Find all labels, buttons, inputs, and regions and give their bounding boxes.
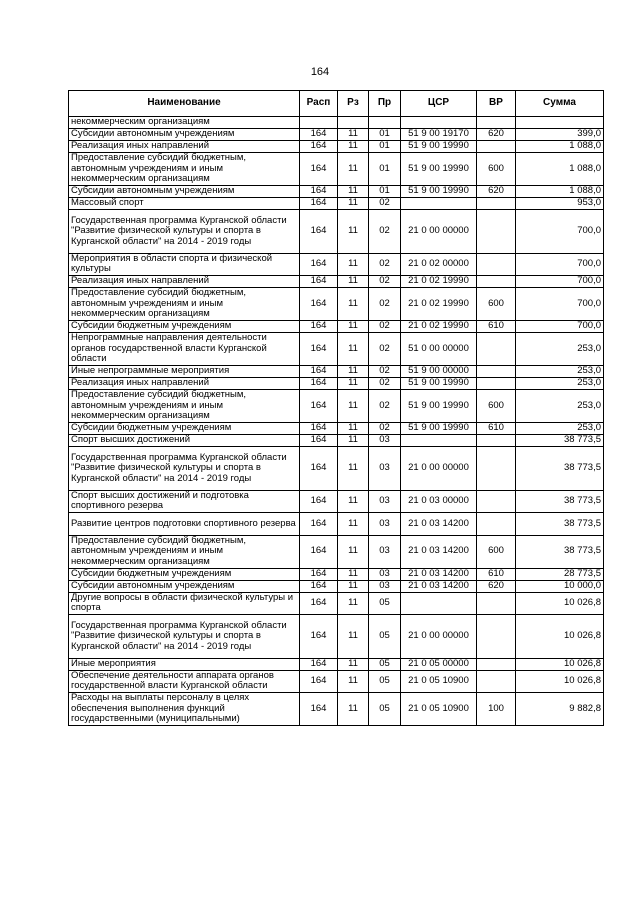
cell-rasp: 164 — [300, 210, 338, 254]
cell-name: Другие вопросы в области физической культуры и спорта — [69, 592, 300, 615]
cell-rasp: 164 — [300, 658, 338, 670]
cell-pr: 03 — [369, 568, 401, 580]
cell-rz: 11 — [338, 670, 369, 693]
table-row — [69, 378, 604, 390]
page-number: 164 — [310, 66, 330, 78]
header-sum: Сумма — [516, 91, 604, 117]
header-vr: ВР — [477, 91, 516, 117]
table-row — [69, 615, 604, 659]
table-row — [69, 288, 604, 321]
cell-csr: 21 0 05 00000 — [401, 658, 477, 670]
cell-sum: 253,0 — [516, 333, 604, 366]
table-row — [69, 658, 604, 670]
table-row — [69, 210, 604, 254]
cell-rz: 11 — [338, 447, 369, 491]
cell-rz: 11 — [338, 490, 369, 513]
table-row — [69, 535, 604, 568]
cell-sum: 10 026,8 — [516, 670, 604, 693]
cell-csr: 21 0 03 14200 — [401, 535, 477, 568]
cell-name: Массовый спорт — [69, 198, 300, 210]
cell-rz: 11 — [338, 423, 369, 435]
cell-pr: 03 — [369, 490, 401, 513]
table-row — [69, 580, 604, 592]
cell-sum: 38 773,5 — [516, 535, 604, 568]
cell-vr: 620 — [477, 186, 516, 198]
cell-sum: 1 088,0 — [516, 153, 604, 186]
cell-csr — [401, 117, 477, 129]
cell-vr — [477, 490, 516, 513]
cell-pr: 02 — [369, 390, 401, 423]
cell-rasp: 164 — [300, 378, 338, 390]
cell-name: Субсидии бюджетным учреждениям — [69, 321, 300, 333]
cell-rasp: 164 — [300, 447, 338, 491]
cell-rasp: 164 — [300, 366, 338, 378]
cell-name: Государственная программа Курганской области "Развитие физической культуры и спорта в Курганской области" на 2014 - 2019 годы — [69, 447, 300, 491]
table-body — [69, 117, 604, 726]
table-row — [69, 513, 604, 536]
cell-sum: 1 088,0 — [516, 141, 604, 153]
cell-name: Предоставление субсидий бюджетным, автономным учреждениям и иным некоммерческим организациям — [69, 153, 300, 186]
cell-rasp: 164 — [300, 276, 338, 288]
cell-pr: 02 — [369, 333, 401, 366]
cell-rasp: 164 — [300, 198, 338, 210]
cell-pr: 05 — [369, 658, 401, 670]
table-row — [69, 117, 604, 129]
table-row — [69, 186, 604, 198]
cell-vr — [477, 658, 516, 670]
cell-rz: 11 — [338, 276, 369, 288]
cell-csr: 21 0 02 19990 — [401, 288, 477, 321]
cell-csr: 51 9 00 19990 — [401, 378, 477, 390]
cell-vr: 610 — [477, 321, 516, 333]
cell-sum: 700,0 — [516, 253, 604, 276]
cell-sum: 38 773,5 — [516, 447, 604, 491]
table-row — [69, 153, 604, 186]
cell-rz: 11 — [338, 535, 369, 568]
cell-csr: 21 0 05 10900 — [401, 670, 477, 693]
cell-csr: 51 9 00 19990 — [401, 141, 477, 153]
cell-pr: 02 — [369, 198, 401, 210]
cell-rasp: 164 — [300, 129, 338, 141]
cell-pr: 02 — [369, 366, 401, 378]
cell-csr: 21 0 02 19990 — [401, 276, 477, 288]
cell-vr — [477, 378, 516, 390]
cell-csr: 21 0 05 10900 — [401, 693, 477, 726]
cell-rasp — [300, 117, 338, 129]
cell-csr: 21 0 00 00000 — [401, 447, 477, 491]
cell-vr: 620 — [477, 580, 516, 592]
cell-pr: 03 — [369, 435, 401, 447]
cell-pr: 03 — [369, 447, 401, 491]
cell-pr: 02 — [369, 378, 401, 390]
cell-name: Расходы на выплаты персоналу в целях обеспечения выполнения функций государственными (муниципальными) — [69, 693, 300, 726]
cell-sum: 399,0 — [516, 129, 604, 141]
table-row — [69, 141, 604, 153]
cell-vr — [477, 333, 516, 366]
cell-rz: 11 — [338, 435, 369, 447]
table-row — [69, 321, 604, 333]
cell-vr: 610 — [477, 568, 516, 580]
cell-sum: 700,0 — [516, 210, 604, 254]
cell-rasp: 164 — [300, 580, 338, 592]
cell-vr — [477, 141, 516, 153]
cell-csr: 21 0 00 00000 — [401, 615, 477, 659]
cell-pr: 05 — [369, 615, 401, 659]
cell-pr: 02 — [369, 276, 401, 288]
cell-pr: 02 — [369, 253, 401, 276]
cell-sum: 700,0 — [516, 276, 604, 288]
cell-rasp: 164 — [300, 513, 338, 536]
cell-sum — [516, 117, 604, 129]
cell-rz: 11 — [338, 210, 369, 254]
cell-name: Предоставление субсидий бюджетным, автономным учреждениям и иным некоммерческим организациям — [69, 390, 300, 423]
cell-name: Развитие центров подготовки спортивного резерва — [69, 513, 300, 536]
cell-rasp: 164 — [300, 435, 338, 447]
header-csr: ЦСР — [401, 91, 477, 117]
cell-name: Субсидии автономным учреждениям — [69, 186, 300, 198]
cell-sum: 10 000,0 — [516, 580, 604, 592]
table-row — [69, 333, 604, 366]
cell-name: Реализация иных направлений — [69, 141, 300, 153]
cell-rz: 11 — [338, 378, 369, 390]
cell-vr — [477, 513, 516, 536]
cell-rz: 11 — [338, 568, 369, 580]
cell-csr — [401, 435, 477, 447]
cell-csr: 21 0 03 14200 — [401, 580, 477, 592]
cell-rasp: 164 — [300, 592, 338, 615]
cell-csr: 21 0 03 00000 — [401, 490, 477, 513]
cell-vr — [477, 435, 516, 447]
cell-pr: 05 — [369, 592, 401, 615]
cell-vr — [477, 615, 516, 659]
cell-rz: 11 — [338, 253, 369, 276]
cell-pr: 02 — [369, 321, 401, 333]
cell-csr: 21 0 00 00000 — [401, 210, 477, 254]
cell-vr — [477, 670, 516, 693]
cell-rz: 11 — [338, 141, 369, 153]
cell-rz — [338, 117, 369, 129]
cell-rz: 11 — [338, 153, 369, 186]
cell-sum: 38 773,5 — [516, 513, 604, 536]
table-row — [69, 592, 604, 615]
table-row — [69, 423, 604, 435]
cell-pr: 01 — [369, 141, 401, 153]
cell-rz: 11 — [338, 658, 369, 670]
cell-csr — [401, 592, 477, 615]
header-name: Наименование — [69, 91, 300, 117]
cell-name: Обеспечение деятельности аппарата органов государственной власти Курганской области — [69, 670, 300, 693]
header-rz: Рз — [338, 91, 369, 117]
cell-name: Предоставление субсидий бюджетным, автономным учреждениям и иным некоммерческим организациям — [69, 288, 300, 321]
cell-rasp: 164 — [300, 568, 338, 580]
cell-vr: 600 — [477, 535, 516, 568]
cell-sum: 1 088,0 — [516, 186, 604, 198]
cell-rasp: 164 — [300, 321, 338, 333]
cell-rasp: 164 — [300, 288, 338, 321]
cell-sum: 28 773,5 — [516, 568, 604, 580]
cell-pr: 02 — [369, 423, 401, 435]
cell-rz: 11 — [338, 366, 369, 378]
cell-rz: 11 — [338, 580, 369, 592]
table-row — [69, 490, 604, 513]
cell-vr — [477, 198, 516, 210]
cell-vr — [477, 276, 516, 288]
table-header-row — [69, 91, 604, 117]
table-row — [69, 670, 604, 693]
cell-csr: 51 9 00 19990 — [401, 423, 477, 435]
cell-sum: 253,0 — [516, 378, 604, 390]
cell-rz: 11 — [338, 186, 369, 198]
cell-sum: 700,0 — [516, 288, 604, 321]
cell-name: Непрограммные направления деятельности органов государственной власти Курганской области — [69, 333, 300, 366]
cell-csr: 51 9 00 19990 — [401, 390, 477, 423]
cell-name: Предоставление субсидий бюджетным, автономным учреждениям и иным некоммерческим организациям — [69, 535, 300, 568]
cell-csr: 21 0 03 14200 — [401, 513, 477, 536]
header-pr: Пр — [369, 91, 401, 117]
cell-pr — [369, 117, 401, 129]
cell-sum: 38 773,5 — [516, 435, 604, 447]
cell-sum: 10 026,8 — [516, 658, 604, 670]
cell-rasp: 164 — [300, 333, 338, 366]
cell-sum: 253,0 — [516, 390, 604, 423]
cell-rz: 11 — [338, 693, 369, 726]
cell-rasp: 164 — [300, 253, 338, 276]
cell-vr — [477, 366, 516, 378]
table-row — [69, 693, 604, 726]
cell-name: Мероприятия в области спорта и физической культуры — [69, 253, 300, 276]
cell-sum: 38 773,5 — [516, 490, 604, 513]
cell-rz: 11 — [338, 390, 369, 423]
cell-name: Субсидии бюджетным учреждениям — [69, 568, 300, 580]
cell-name: некоммерческим организациям — [69, 117, 300, 129]
cell-csr: 21 0 03 14200 — [401, 568, 477, 580]
cell-name: Спорт высших достижений — [69, 435, 300, 447]
cell-csr — [401, 198, 477, 210]
cell-pr: 05 — [369, 670, 401, 693]
table-row — [69, 198, 604, 210]
cell-vr: 100 — [477, 693, 516, 726]
table-row — [69, 253, 604, 276]
cell-sum: 253,0 — [516, 423, 604, 435]
cell-pr: 03 — [369, 535, 401, 568]
cell-pr: 02 — [369, 288, 401, 321]
table-row — [69, 447, 604, 491]
cell-csr: 51 0 00 00000 — [401, 333, 477, 366]
cell-rasp: 164 — [300, 141, 338, 153]
cell-sum: 10 026,8 — [516, 592, 604, 615]
cell-rz: 11 — [338, 333, 369, 366]
cell-pr: 01 — [369, 186, 401, 198]
cell-name: Реализация иных направлений — [69, 378, 300, 390]
table-row — [69, 276, 604, 288]
cell-csr: 51 9 00 19990 — [401, 186, 477, 198]
cell-pr: 01 — [369, 129, 401, 141]
cell-rasp: 164 — [300, 490, 338, 513]
cell-rz: 11 — [338, 129, 369, 141]
cell-rz: 11 — [338, 615, 369, 659]
cell-vr — [477, 117, 516, 129]
cell-csr: 51 9 00 00000 — [401, 366, 477, 378]
cell-vr: 610 — [477, 423, 516, 435]
cell-pr: 05 — [369, 693, 401, 726]
cell-sum: 9 882,8 — [516, 693, 604, 726]
cell-name: Государственная программа Курганской области "Развитие физической культуры и спорта в Курганской области" на 2014 - 2019 годы — [69, 210, 300, 254]
cell-pr: 02 — [369, 210, 401, 254]
budget-table — [68, 90, 604, 726]
table-row — [69, 568, 604, 580]
cell-sum: 700,0 — [516, 321, 604, 333]
cell-vr — [477, 210, 516, 254]
cell-rz: 11 — [338, 513, 369, 536]
cell-rasp: 164 — [300, 186, 338, 198]
cell-csr: 21 0 02 19990 — [401, 321, 477, 333]
cell-name: Реализация иных направлений — [69, 276, 300, 288]
cell-rz: 11 — [338, 198, 369, 210]
cell-name: Субсидии автономным учреждениям — [69, 580, 300, 592]
cell-name: Иные непрограммные мероприятия — [69, 366, 300, 378]
cell-name: Государственная программа Курганской области "Развитие физической культуры и спорта в Курганской области" на 2014 - 2019 годы — [69, 615, 300, 659]
cell-rasp: 164 — [300, 615, 338, 659]
cell-vr — [477, 253, 516, 276]
cell-rz: 11 — [338, 288, 369, 321]
cell-rz: 11 — [338, 321, 369, 333]
cell-rasp: 164 — [300, 693, 338, 726]
cell-vr: 600 — [477, 288, 516, 321]
header-rasp: Расп — [300, 91, 338, 117]
cell-vr — [477, 447, 516, 491]
table-row — [69, 390, 604, 423]
cell-csr: 51 9 00 19990 — [401, 153, 477, 186]
cell-pr: 03 — [369, 513, 401, 536]
cell-name: Субсидии бюджетным учреждениям — [69, 423, 300, 435]
table-row — [69, 435, 604, 447]
cell-csr: 51 9 00 19170 — [401, 129, 477, 141]
cell-rasp: 164 — [300, 153, 338, 186]
cell-csr: 21 0 02 00000 — [401, 253, 477, 276]
cell-vr: 600 — [477, 153, 516, 186]
cell-vr: 600 — [477, 390, 516, 423]
table-row — [69, 129, 604, 141]
cell-rasp: 164 — [300, 423, 338, 435]
cell-sum: 953,0 — [516, 198, 604, 210]
cell-name: Субсидии автономным учреждениям — [69, 129, 300, 141]
cell-pr: 03 — [369, 580, 401, 592]
cell-rasp: 164 — [300, 670, 338, 693]
cell-sum: 10 026,8 — [516, 615, 604, 659]
cell-sum: 253,0 — [516, 366, 604, 378]
cell-pr: 01 — [369, 153, 401, 186]
cell-rasp: 164 — [300, 535, 338, 568]
table-row — [69, 366, 604, 378]
cell-vr — [477, 592, 516, 615]
cell-rz: 11 — [338, 592, 369, 615]
cell-vr: 620 — [477, 129, 516, 141]
cell-rasp: 164 — [300, 390, 338, 423]
cell-name: Спорт высших достижений и подготовка спортивного резерва — [69, 490, 300, 513]
cell-name: Иные мероприятия — [69, 658, 300, 670]
